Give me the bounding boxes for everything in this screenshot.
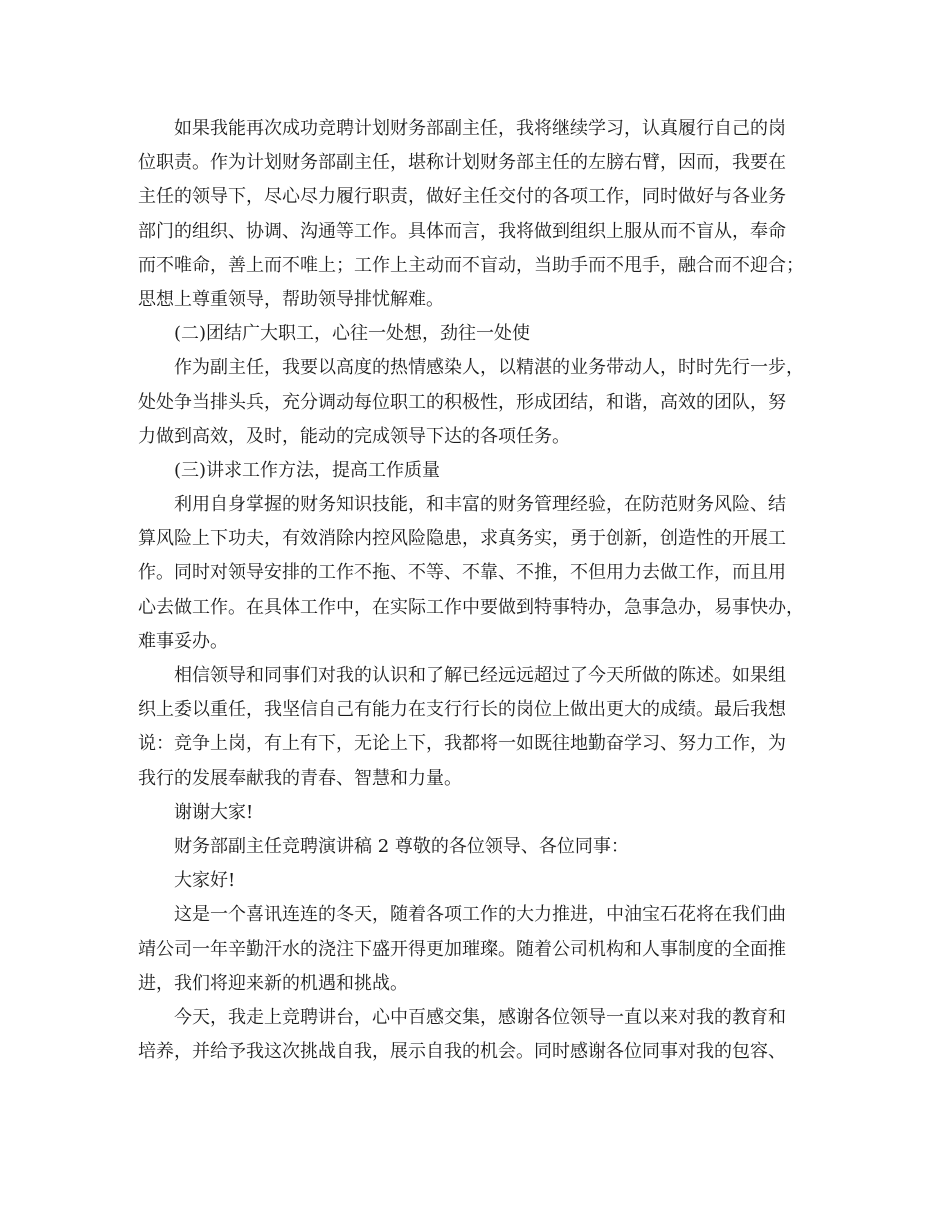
text-line: 今天，我走上竞聘讲台，心中百感交集，感谢各位领导一直以来对我的教育和 [174, 1006, 786, 1028]
paragraph-winter [138, 898, 826, 1001]
text-line: 心去做工作。在具体工作中，在实际工作中要做到特事特办，急事急办，易事快办， [138, 596, 804, 618]
text-line: 织上委以重任，我坚信自己有能力在支行行长的岗位上做出更大的成绩。最后我想 [138, 699, 786, 721]
text-line: 财务部副主任竞聘演讲稿 2 尊敬的各位领导、各位同事： [174, 835, 629, 857]
text-line: (三)讲求工作方法，提高工作质量 [174, 459, 441, 481]
text-line: 如果我能再次成功竞聘计划财务部副主任，我将继续学习，认真履行自己的岗 [174, 118, 786, 139]
paragraph-thanks [138, 796, 826, 830]
paragraph-greeting [138, 864, 826, 898]
text-line: 相信领导和同事们对我的认识和了解已经远远超过了今天所做的陈述。如果组 [174, 665, 786, 686]
paragraph-continue-study [138, 112, 826, 317]
text-line: 而不唯命，善上而不唯上；工作上主动而不盲动，当助手而不甩手，融合而不迎合； [138, 254, 804, 276]
paragraph-closing [138, 659, 826, 796]
paragraph-speech-2-title [138, 830, 826, 864]
text-line: 我行的发展奉献我的青春、智慧和力量。 [138, 767, 462, 789]
text-line: 这是一个喜讯连连的冬天，随着各项工作的大力推进，中油宝石花将在我们曲 [174, 904, 786, 926]
text-line: 培养，并给予我这次挑战自我，展示自我的机会。同时感谢各位同事对我的包容、 [138, 1041, 786, 1063]
text-line: 大家好! [174, 870, 236, 892]
text-line: 主任的领导下，尽心尽力履行职责，做好主任交付的各项工作，同时做好与各业务 [138, 186, 786, 208]
heading-work-methods [138, 454, 826, 488]
document-page [138, 112, 826, 1069]
text-line: 说：竞争上岗，有上有下，无论上下，我都将一如既往地勤奋学习、努力工作，为 [138, 733, 786, 755]
text-line: 作。同时对领导安排的工作不拖、不等、不靠、不推，不但用力去做工作，而且用 [138, 562, 786, 584]
heading-unite-staff [138, 317, 826, 351]
text-line: 算风险上下功夫，有效消除内控风险隐患，求真务实，勇于创新，创造性的开展工 [138, 528, 786, 550]
text-line: 利用自身掌握的财务知识技能，和丰富的财务管理经验，在防范财务风险、结 [174, 494, 786, 516]
text-line: 处处争当排头兵，充分调动每位职工的积极性，形成团结，和谐，高效的团队，努 [138, 391, 786, 413]
text-line: 谢谢大家! [174, 801, 254, 823]
text-line: 进，我们将迎来新的机遇和挑战。 [138, 972, 408, 994]
text-line: 部门的组织、协调、沟通等工作。具体而言，我将做到组织上服从而不盲从，奉命 [138, 220, 786, 242]
paragraph-today [138, 1001, 826, 1069]
text-line: 作为副主任，我要以高度的热情感染人，以精湛的业务带动人，时时先行一步， [174, 357, 804, 379]
text-line: 思想上尊重领导，帮助领导排忧解难。 [138, 288, 444, 310]
paragraph-financial-skills [138, 488, 826, 659]
paragraph-enthusiasm [138, 351, 826, 454]
text-line: 难事妥办。 [138, 630, 228, 652]
text-line: 靖公司一年辛勤汗水的浇注下盛开得更加璀璨。随着公司机构和人事制度的全面推 [138, 938, 786, 960]
text-line: 力做到高效，及时，能动的完成领导下达的各项任务。 [138, 425, 570, 447]
text-line: (二)团结广大职工，心往一处想，劲往一处使 [174, 323, 531, 345]
text-line: 位职责。作为计划财务部副主任，堪称计划财务部主任的左膀右臂，因而，我要在 [138, 152, 786, 174]
